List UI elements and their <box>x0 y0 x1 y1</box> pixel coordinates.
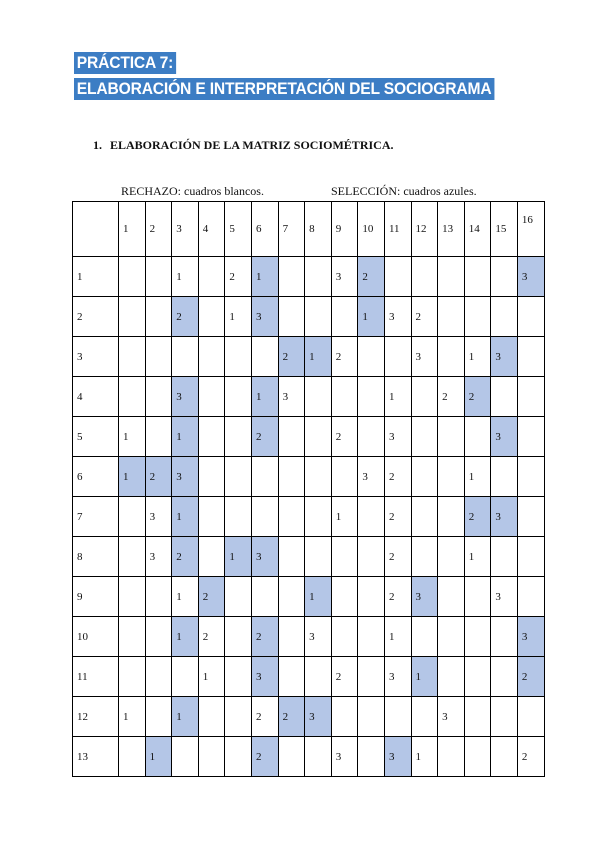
column-header: 1 <box>119 202 146 257</box>
matrix-cell <box>225 337 252 377</box>
matrix-cell: 3 <box>438 697 465 737</box>
column-header: 13 <box>438 202 465 257</box>
matrix-cell: 1 <box>172 417 199 457</box>
matrix-cell <box>225 737 252 777</box>
matrix-corner-cell <box>73 202 119 257</box>
sociometric-matrix <box>72 201 545 777</box>
matrix-cell <box>384 257 411 297</box>
matrix-cell <box>198 257 225 297</box>
matrix-cell <box>517 537 544 577</box>
matrix-cell <box>438 737 465 777</box>
matrix-cell <box>119 257 146 297</box>
matrix-cell <box>464 577 491 617</box>
matrix-cell <box>305 537 332 577</box>
row-label: 11 <box>73 657 119 697</box>
matrix-cell <box>119 537 146 577</box>
matrix-cell <box>438 297 465 337</box>
matrix-header-row <box>73 202 545 257</box>
column-header: 9 <box>331 202 358 257</box>
matrix-cell <box>358 337 385 377</box>
matrix-cell: 3 <box>384 737 411 777</box>
matrix-cell: 1 <box>119 457 146 497</box>
column-header: 7 <box>278 202 305 257</box>
matrix-cell <box>145 577 172 617</box>
matrix-row <box>73 497 545 537</box>
matrix-cell <box>278 417 305 457</box>
matrix-cell <box>517 577 544 617</box>
matrix-cell <box>119 297 146 337</box>
matrix-cell <box>464 737 491 777</box>
section-heading-text: ELABORACIÓN DE LA MATRIZ SOCIOMÉTRICA. <box>110 138 394 152</box>
matrix-cell: 3 <box>517 617 544 657</box>
matrix-cell <box>411 417 438 457</box>
legend-select: SELECCIÓN: cuadros azules. <box>331 184 477 198</box>
matrix-cell <box>198 537 225 577</box>
matrix-cell: 2 <box>464 497 491 537</box>
matrix-cell <box>278 617 305 657</box>
row-label: 4 <box>73 377 119 417</box>
matrix-row <box>73 657 545 697</box>
matrix-cell <box>517 417 544 457</box>
matrix-cell <box>198 377 225 417</box>
matrix-cell: 3 <box>491 577 518 617</box>
matrix-cell <box>331 457 358 497</box>
matrix-cell: 1 <box>305 577 332 617</box>
matrix-cell: 3 <box>331 257 358 297</box>
matrix-cell: 1 <box>172 577 199 617</box>
matrix-cell <box>358 497 385 537</box>
matrix-cell: 3 <box>411 337 438 377</box>
matrix-cell: 1 <box>145 737 172 777</box>
matrix-cell: 3 <box>251 537 278 577</box>
matrix-cell: 1 <box>411 657 438 697</box>
column-header: 4 <box>198 202 225 257</box>
matrix-cell <box>411 377 438 417</box>
column-header: 6 <box>251 202 278 257</box>
matrix-cell <box>464 417 491 457</box>
row-label: 3 <box>73 337 119 377</box>
matrix-cell: 2 <box>517 657 544 697</box>
matrix-cell <box>358 657 385 697</box>
matrix-cell <box>119 737 146 777</box>
matrix-cell: 2 <box>251 697 278 737</box>
matrix-cell: 3 <box>491 417 518 457</box>
matrix-cell <box>491 377 518 417</box>
matrix-cell <box>145 617 172 657</box>
matrix-cell: 2 <box>145 457 172 497</box>
matrix-cell: 1 <box>225 537 252 577</box>
matrix-cell: 2 <box>278 697 305 737</box>
matrix-cell <box>438 617 465 657</box>
matrix-cell <box>251 577 278 617</box>
matrix-cell: 2 <box>172 297 199 337</box>
matrix-cell <box>198 337 225 377</box>
matrix-cell <box>225 657 252 697</box>
matrix-cell: 1 <box>251 257 278 297</box>
matrix-cell <box>119 577 146 617</box>
matrix-cell: 3 <box>251 297 278 337</box>
matrix-cell <box>225 457 252 497</box>
matrix-cell: 1 <box>225 297 252 337</box>
column-header: 10 <box>358 202 385 257</box>
matrix-cell <box>358 577 385 617</box>
matrix-cell <box>358 377 385 417</box>
matrix-cell: 3 <box>251 657 278 697</box>
matrix-cell <box>491 457 518 497</box>
matrix-cell: 2 <box>198 577 225 617</box>
matrix-cell: 2 <box>384 537 411 577</box>
matrix-cell: 1 <box>331 497 358 537</box>
matrix-cell: 3 <box>384 297 411 337</box>
matrix-cell <box>305 657 332 697</box>
matrix-cell <box>411 457 438 497</box>
matrix-cell <box>331 537 358 577</box>
matrix-cell <box>278 497 305 537</box>
matrix-cell <box>251 337 278 377</box>
matrix-cell: 1 <box>384 617 411 657</box>
matrix-cell <box>517 297 544 337</box>
matrix-cell <box>331 297 358 337</box>
column-header: 14 <box>464 202 491 257</box>
matrix-cell <box>145 257 172 297</box>
matrix-cell: 2 <box>331 417 358 457</box>
matrix-cell <box>517 697 544 737</box>
legend-reject: RECHAZO: cuadros blancos. <box>121 184 264 198</box>
matrix-cell <box>198 697 225 737</box>
matrix-cell: 3 <box>491 337 518 377</box>
matrix-row <box>73 297 545 337</box>
matrix-cell <box>225 697 252 737</box>
row-label: 1 <box>73 257 119 297</box>
matrix-cell: 1 <box>305 337 332 377</box>
matrix-cell <box>119 337 146 377</box>
column-header: 15 <box>491 202 518 257</box>
matrix-cell <box>225 417 252 457</box>
matrix-cell <box>438 337 465 377</box>
matrix-cell <box>198 417 225 457</box>
matrix-cell <box>305 257 332 297</box>
matrix-cell <box>251 457 278 497</box>
matrix-cell: 2 <box>251 737 278 777</box>
matrix-cell <box>491 297 518 337</box>
matrix-cell <box>278 297 305 337</box>
matrix-cell <box>331 577 358 617</box>
column-header: 5 <box>225 202 252 257</box>
row-label: 12 <box>73 697 119 737</box>
matrix-row <box>73 417 545 457</box>
matrix-cell <box>198 497 225 537</box>
matrix-cell <box>464 617 491 657</box>
matrix-cell <box>411 697 438 737</box>
matrix-cell: 1 <box>172 257 199 297</box>
matrix-cell <box>305 297 332 337</box>
matrix-row <box>73 377 545 417</box>
matrix-cell <box>491 257 518 297</box>
matrix-cell <box>438 457 465 497</box>
matrix-cell <box>172 737 199 777</box>
matrix-cell <box>145 377 172 417</box>
matrix-row <box>73 337 545 377</box>
matrix-cell: 2 <box>172 537 199 577</box>
matrix-cell: 2 <box>278 337 305 377</box>
matrix-cell <box>517 457 544 497</box>
matrix-cell: 1 <box>172 497 199 537</box>
matrix-cell: 3 <box>172 457 199 497</box>
matrix-cell: 2 <box>384 457 411 497</box>
matrix-cell <box>225 577 252 617</box>
matrix-cell <box>411 497 438 537</box>
row-label: 10 <box>73 617 119 657</box>
matrix-cell <box>491 737 518 777</box>
matrix-cell: 2 <box>464 377 491 417</box>
matrix-cell <box>305 737 332 777</box>
matrix-cell: 3 <box>278 377 305 417</box>
matrix-cell: 1 <box>411 737 438 777</box>
matrix-cell <box>145 297 172 337</box>
matrix-cell <box>411 257 438 297</box>
matrix-cell <box>517 337 544 377</box>
matrix-cell: 3 <box>145 537 172 577</box>
matrix-cell: 3 <box>384 657 411 697</box>
matrix-cell: 1 <box>251 377 278 417</box>
matrix-row <box>73 257 545 297</box>
matrix-cell: 1 <box>172 697 199 737</box>
section-number: 1. <box>93 138 102 152</box>
matrix-cell <box>305 497 332 537</box>
matrix-cell <box>491 617 518 657</box>
matrix-cell <box>464 697 491 737</box>
matrix-cell: 3 <box>305 697 332 737</box>
matrix-cell: 2 <box>251 417 278 457</box>
matrix-row <box>73 537 545 577</box>
matrix-cell <box>464 297 491 337</box>
matrix-cell <box>358 617 385 657</box>
section-heading <box>93 138 393 153</box>
matrix-cell <box>438 257 465 297</box>
matrix-row <box>73 457 545 497</box>
matrix-cell <box>384 337 411 377</box>
matrix-cell: 3 <box>411 577 438 617</box>
matrix-cell <box>119 617 146 657</box>
matrix-cell: 2 <box>225 257 252 297</box>
column-header: 3 <box>172 202 199 257</box>
column-header: 16 <box>517 202 544 257</box>
matrix-cell <box>438 657 465 697</box>
matrix-cell <box>491 657 518 697</box>
matrix-cell: 2 <box>438 377 465 417</box>
matrix-cell <box>225 377 252 417</box>
row-label: 6 <box>73 457 119 497</box>
matrix-cell <box>438 497 465 537</box>
matrix-cell <box>278 537 305 577</box>
matrix-cell <box>517 377 544 417</box>
matrix-cell <box>384 697 411 737</box>
matrix-cell <box>411 617 438 657</box>
matrix-cell: 3 <box>517 257 544 297</box>
matrix-cell: 3 <box>331 737 358 777</box>
matrix-row <box>73 737 545 777</box>
matrix-cell <box>305 417 332 457</box>
matrix-cell <box>464 257 491 297</box>
matrix-cell <box>145 417 172 457</box>
matrix-cell <box>358 417 385 457</box>
matrix-cell <box>172 657 199 697</box>
title-line-1: PRÁCTICA 7: <box>74 52 176 74</box>
column-header: 11 <box>384 202 411 257</box>
matrix-cell: 2 <box>411 297 438 337</box>
matrix-cell <box>305 377 332 417</box>
matrix-cell <box>358 697 385 737</box>
matrix-cell <box>119 497 146 537</box>
row-label: 9 <box>73 577 119 617</box>
matrix-cell <box>251 497 278 537</box>
matrix-cell <box>331 697 358 737</box>
matrix-cell: 1 <box>119 697 146 737</box>
column-header: 12 <box>411 202 438 257</box>
matrix-cell <box>278 657 305 697</box>
matrix-cell <box>145 697 172 737</box>
matrix-cell: 3 <box>145 497 172 537</box>
row-label: 5 <box>73 417 119 457</box>
matrix-cell <box>225 617 252 657</box>
matrix-cell: 2 <box>331 337 358 377</box>
matrix-cell <box>278 257 305 297</box>
matrix-cell <box>438 417 465 457</box>
practice-title <box>74 52 531 104</box>
row-label: 13 <box>73 737 119 777</box>
matrix-cell: 3 <box>491 497 518 537</box>
matrix-cell: 2 <box>251 617 278 657</box>
matrix-cell <box>145 657 172 697</box>
matrix-cell <box>278 737 305 777</box>
matrix-cell <box>198 457 225 497</box>
matrix-cell <box>278 577 305 617</box>
matrix-cell <box>464 657 491 697</box>
matrix-cell: 3 <box>172 377 199 417</box>
matrix-cell <box>358 737 385 777</box>
matrix-cell: 1 <box>464 537 491 577</box>
matrix-cell: 3 <box>384 417 411 457</box>
matrix-row <box>73 697 545 737</box>
matrix-cell: 2 <box>384 577 411 617</box>
matrix-cell <box>172 337 199 377</box>
matrix-cell <box>145 337 172 377</box>
matrix-cell: 2 <box>384 497 411 537</box>
matrix-cell: 3 <box>305 617 332 657</box>
matrix-cell <box>491 537 518 577</box>
matrix-cell <box>411 537 438 577</box>
matrix-cell: 1 <box>464 337 491 377</box>
matrix-cell <box>278 457 305 497</box>
matrix-cell: 1 <box>464 457 491 497</box>
matrix-row <box>73 577 545 617</box>
matrix-row <box>73 617 545 657</box>
matrix-cell: 1 <box>172 617 199 657</box>
column-header: 8 <box>305 202 332 257</box>
matrix-cell: 2 <box>517 737 544 777</box>
matrix-cell <box>491 697 518 737</box>
title-line-2: ELABORACIÓN E INTERPRETACIÓN DEL SOCIOGRAMA <box>74 78 494 100</box>
matrix-cell <box>198 297 225 337</box>
matrix-cell: 1 <box>384 377 411 417</box>
row-label: 8 <box>73 537 119 577</box>
matrix-cell: 3 <box>358 457 385 497</box>
matrix-cell <box>438 537 465 577</box>
matrix-cell <box>438 577 465 617</box>
column-header: 2 <box>145 202 172 257</box>
row-label: 7 <box>73 497 119 537</box>
matrix-cell <box>331 617 358 657</box>
matrix-cell: 2 <box>198 617 225 657</box>
matrix-cell: 1 <box>198 657 225 697</box>
matrix-cell <box>305 457 332 497</box>
matrix-cell <box>119 377 146 417</box>
matrix-cell <box>198 737 225 777</box>
matrix-cell <box>225 497 252 537</box>
matrix-cell: 1 <box>358 297 385 337</box>
matrix-cell <box>119 657 146 697</box>
matrix-cell <box>331 377 358 417</box>
matrix-cell <box>358 537 385 577</box>
row-label: 2 <box>73 297 119 337</box>
matrix-cell: 2 <box>331 657 358 697</box>
matrix-cell <box>517 497 544 537</box>
matrix-cell: 2 <box>358 257 385 297</box>
matrix-cell: 1 <box>119 417 146 457</box>
